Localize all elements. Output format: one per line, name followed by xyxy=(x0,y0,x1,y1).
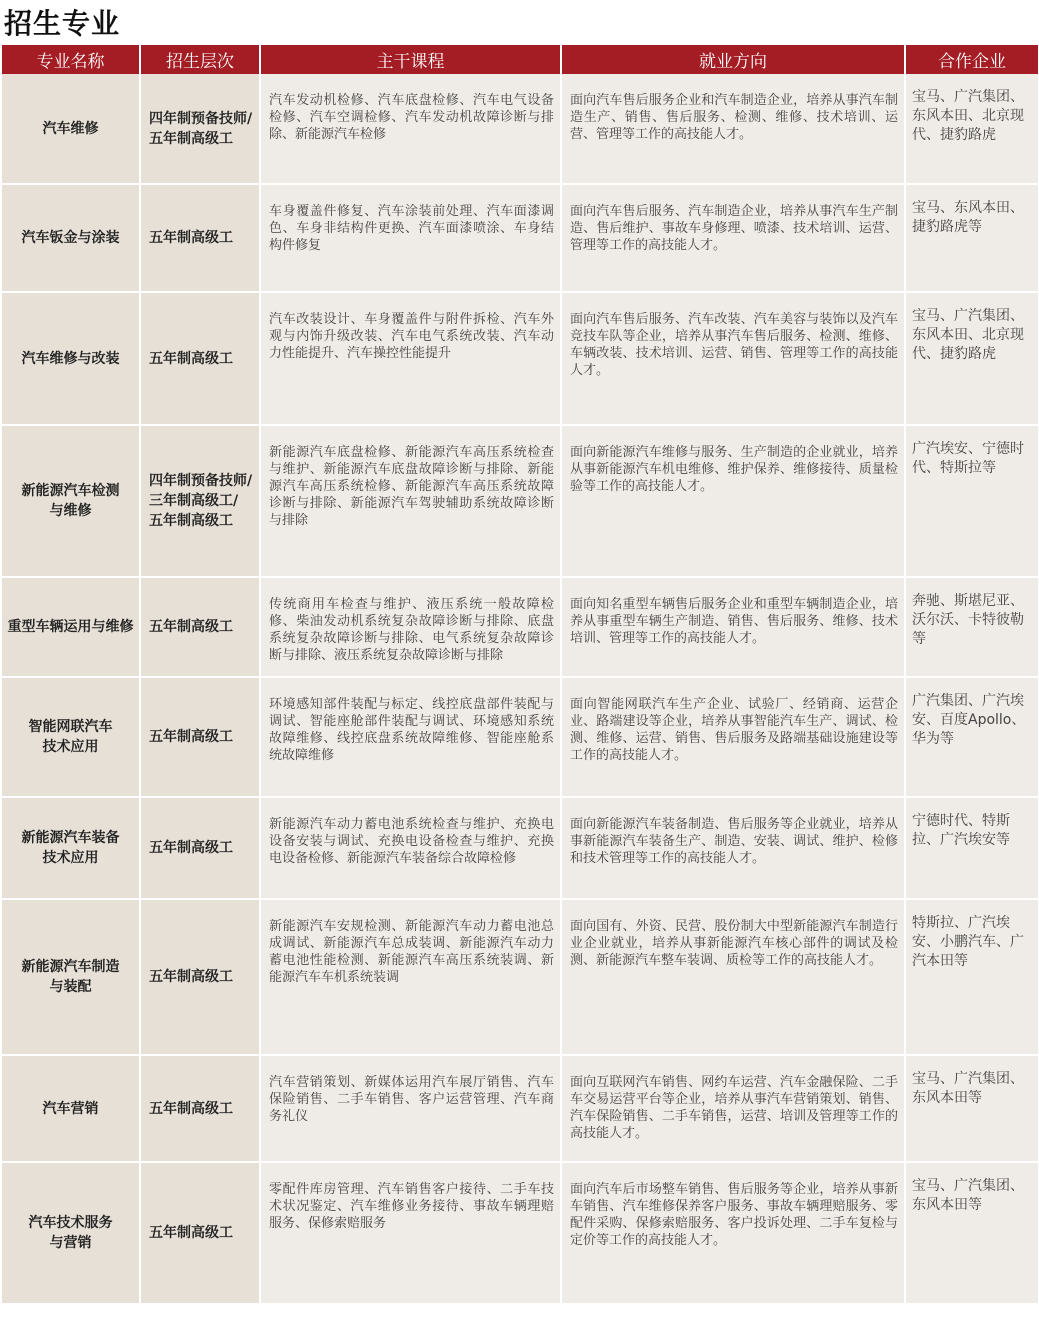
career-cell xyxy=(561,899,905,1055)
courses-text: 汽车发动机检修、汽车底盘检修、汽车电气设备检修、汽车空调检修、汽车发动机故障诊断与排除、新能源汽车检修 xyxy=(269,93,554,142)
partners-cell xyxy=(905,899,1038,1055)
courses-text: 汽车改装设计、车身覆盖件与附件拆检、汽车外观与内饰升级改装、汽车电气系统改装、汽车动力性能提升、汽车操控性能提升 xyxy=(269,312,554,361)
major-name-line: 汽车钣金与涂装 xyxy=(21,230,120,246)
level-line: 五年制高级工 xyxy=(149,513,233,529)
page-title: 招生专业 xyxy=(4,7,121,40)
table-row xyxy=(2,1055,1038,1162)
career-cell xyxy=(561,1055,905,1162)
header-partners: 合作企业 xyxy=(905,45,1038,74)
level-line: 五年制高级工 xyxy=(149,130,233,147)
major-name-cell xyxy=(2,1162,140,1304)
major-name-line: 智能网联汽车 xyxy=(28,719,113,735)
major-name-cell xyxy=(2,184,140,292)
major-name-cell xyxy=(2,577,140,677)
table-row xyxy=(2,184,1038,292)
table-row xyxy=(2,74,1038,184)
table-row xyxy=(2,677,1038,797)
level-line: 五年制高级工 xyxy=(149,350,233,367)
level-line: 四年制预备技师/ xyxy=(149,473,253,489)
major-name-line: 汽车维修 xyxy=(42,120,99,137)
level-cell xyxy=(140,677,260,797)
level-cell xyxy=(140,797,260,899)
major-name-line: 汽车维修与改装 xyxy=(21,350,120,367)
courses-text: 汽车营销策划、新媒体运用汽车展厅销售、汽车保险销售、二手车销售、客户运营管理、汽车商务礼仪 xyxy=(269,1075,554,1124)
courses-cell xyxy=(260,797,561,899)
table-row xyxy=(2,797,1038,899)
partners-text: 宝马、广汽集团、东风本田、北京现代、捷豹路虎 xyxy=(912,308,1024,362)
partners-text: 奔驰、斯堪尼亚、沃尔沃、卡特彼勒等 xyxy=(912,593,1024,647)
level-line: 五年制高级工 xyxy=(149,230,233,246)
partners-text: 宝马、广汽集团、东风本田、北京现代、捷豹路虎 xyxy=(912,89,1024,143)
courses-text: 传统商用车检查与维护、液压系统一般故障检修、柴油发动机系统复杂故障诊断与排除、底盘系统复杂故障诊断与排除、电气系统复杂故障诊断与排除、液压系统复杂故障诊断与排除 xyxy=(269,597,554,663)
career-text: 面向汽车售后服务企业和汽车制造企业，培养从事汽车制造生产、销售、售后服务、检测、维修、技术培训、运营、管理等工作的高技能人才。 xyxy=(570,93,898,142)
major-name-line: 重型车辆运用与维修 xyxy=(7,619,134,635)
level-cell xyxy=(140,425,260,577)
courses-text: 车身覆盖件修复、汽车涂装前处理、汽车面漆调色、车身非结构件更换、汽车面漆喷涂、车身结构件修复 xyxy=(269,204,554,253)
level-line: 五年制高级工 xyxy=(149,1225,233,1241)
career-text: 面向汽车后市场整车销售、售后服务等企业，培养从事新车销售、汽车维修保养客户服务、事故车辆理赔服务、零配件采购、保修索赔服务、客户投诉处理、二手车复检与定价等工作的高技能人才。 xyxy=(570,1182,898,1248)
courses-cell xyxy=(260,899,561,1055)
courses-cell xyxy=(260,292,561,425)
career-text: 面向智能网联汽车生产企业、试验厂、经销商、运营企业、路端建设等企业，培养从事智能汽车生产、调试、检测、维修、运营、销售、售后服务及路端基础设施建设等工作的高技能人才。 xyxy=(570,697,898,763)
partners-cell xyxy=(905,797,1038,899)
career-cell xyxy=(561,797,905,899)
major-name-cell xyxy=(2,899,140,1055)
courses-cell xyxy=(260,74,561,184)
career-text: 面向汽车售后服务、汽车制造企业，培养从事汽车生产制造、售后维护、事故车身修理、喷漆、技术培训、运营、管理等工作的高技能人才。 xyxy=(570,204,898,253)
career-cell xyxy=(561,74,905,184)
major-name-line: 新能源汽车制造 xyxy=(21,959,120,975)
partners-text: 广汽集团、广汽埃安、百度Apollo、华为等 xyxy=(912,693,1026,747)
courses-cell xyxy=(260,425,561,577)
header-courses: 主干课程 xyxy=(260,45,561,74)
partners-text: 宝马、广汽集团、东风本田等 xyxy=(912,1178,1024,1213)
partners-cell xyxy=(905,184,1038,292)
career-text: 面向国有、外资、民营、股份制大中型新能源汽车制造行业企业就业，培养从事新能源汽车核心部件的调试及检测、新能源汽车整车装调、质检等工作的高技能人才。 xyxy=(570,919,898,968)
major-name-line: 与维修 xyxy=(49,503,92,519)
level-cell xyxy=(140,74,260,184)
partners-cell xyxy=(905,577,1038,677)
courses-text: 零配件库房管理、汽车销售客户接待、二手车技术状况鉴定、汽车维修业务接待、事故车辆理赔服务、保修索赔服务 xyxy=(269,1182,554,1231)
major-name-line: 新能源汽车装备 xyxy=(21,830,120,846)
courses-text: 环境感知部件装配与标定、线控底盘部件装配与调试、智能座舱部件装配与调试、环境感知系统故障维修、线控底盘系统故障维修、智能座舱系统故障维修 xyxy=(269,697,554,763)
partners-cell xyxy=(905,292,1038,425)
header-career: 就业方向 xyxy=(561,45,905,74)
career-text: 面向互联网汽车销售、网约车运营、汽车金融保险、二手车交易运营平台等企业，培养从事汽车营销策划、销售、汽车保险销售、二手车销售，运营、培训及管理等工作的高技能人才。 xyxy=(570,1075,898,1141)
career-cell xyxy=(561,1162,905,1304)
level-line: 五年制高级工 xyxy=(149,1100,233,1117)
courses-cell xyxy=(260,1162,561,1304)
major-name-cell xyxy=(2,292,140,425)
table-row xyxy=(2,577,1038,677)
partners-text: 特斯拉、广汽埃安、小鹏汽车、广汽本田等 xyxy=(912,915,1024,969)
table-header-row xyxy=(2,45,1038,74)
partners-cell xyxy=(905,74,1038,184)
partners-text: 宁德时代、特斯拉、广汽埃安等 xyxy=(912,813,1010,848)
major-name-line: 与装配 xyxy=(49,979,92,995)
level-cell xyxy=(140,1055,260,1162)
career-text: 面向汽车售后服务、汽车改装、汽车美容与装饰以及汽车竞技车队等企业，培养从事汽车售后服务、检测、维修、车辆改装、技术培训、运营、销售、管理等工作的高技能人才。 xyxy=(570,312,898,378)
major-name-line: 汽车营销 xyxy=(42,1100,99,1117)
level-line: 五年制高级工 xyxy=(149,840,233,856)
career-text: 面向新能源汽车维修与服务、生产制造的企业就业，培养从事新能源汽车机电维修、维护保养、维修接待、质量检验等工作的高技能人才。 xyxy=(570,445,898,494)
major-name-cell xyxy=(2,677,140,797)
table-row xyxy=(2,1162,1038,1304)
level-line: 五年制高级工 xyxy=(149,619,233,635)
partners-cell xyxy=(905,677,1038,797)
courses-text: 新能源汽车底盘检修、新能源汽车高压系统检查与维护、新能源汽车底盘故障诊断与排除、新能源汽车高压系统检修、新能源汽车高压系统故障诊断与排除、新能源汽车驾驶辅助系统故障诊断与排除 xyxy=(269,445,554,528)
table-row xyxy=(2,425,1038,577)
courses-cell xyxy=(260,577,561,677)
level-line: 五年制高级工 xyxy=(149,729,233,745)
header-major-name: 专业名称 xyxy=(2,45,140,74)
courses-cell xyxy=(260,184,561,292)
level-cell xyxy=(140,1162,260,1304)
career-cell xyxy=(561,677,905,797)
courses-text: 新能源汽车动力蓄电池系统检查与维护、充换电设备安装与调试、充换电设备检查与维护、充换电设备检修、新能源汽车装备综合故障检修 xyxy=(269,817,554,866)
table-row xyxy=(2,899,1038,1055)
partners-cell xyxy=(905,425,1038,577)
level-line: 三年制高级工/ xyxy=(149,493,239,509)
level-line: 四年制预备技师/ xyxy=(149,110,253,127)
level-line: 五年制高级工 xyxy=(149,969,233,985)
major-name-cell xyxy=(2,74,140,184)
partners-text: 广汽埃安、宁德时代、特斯拉等 xyxy=(912,441,1024,476)
level-cell xyxy=(140,292,260,425)
career-cell xyxy=(561,292,905,425)
career-cell xyxy=(561,425,905,577)
majors-table xyxy=(2,45,1038,1305)
career-text: 面向知名重型车辆售后服务企业和重型车辆制造企业，培养从事重型车辆生产制造、销售、售后服务、维修、技术培训、管理等工作的高技能人才。 xyxy=(570,597,898,646)
career-cell xyxy=(561,184,905,292)
courses-text: 新能源汽车安规检测、新能源汽车动力蓄电池总成调试、新能源汽车总成装调、新能源汽车动力蓄电池性能检测、新能源汽车高压系统装调、新能源汽车车机系统装调 xyxy=(269,919,554,985)
partners-text: 宝马、东风本田、捷豹路虎等 xyxy=(912,200,1024,235)
courses-cell xyxy=(260,677,561,797)
major-name-cell xyxy=(2,1055,140,1162)
partners-cell xyxy=(905,1162,1038,1304)
level-cell xyxy=(140,577,260,677)
partners-cell xyxy=(905,1055,1038,1162)
partners-text: 宝马、广汽集团、东风本田等 xyxy=(912,1071,1024,1106)
major-name-line: 技术应用 xyxy=(42,739,99,755)
major-name-cell xyxy=(2,797,140,899)
career-text: 面向新能源汽车装备制造、售后服务等企业就业，培养从事新能源汽车装备生产、制造、安装、调试、维护、检修和技术管理等工作的高技能人才。 xyxy=(570,817,898,866)
level-cell xyxy=(140,184,260,292)
major-name-line: 汽车技术服务 xyxy=(28,1215,113,1231)
level-cell xyxy=(140,899,260,1055)
courses-cell xyxy=(260,1055,561,1162)
major-name-cell xyxy=(2,425,140,577)
career-cell xyxy=(561,577,905,677)
header-level: 招生层次 xyxy=(140,45,260,74)
table-row xyxy=(2,292,1038,425)
major-name-line: 新能源汽车检测 xyxy=(21,483,120,499)
major-name-line: 与营销 xyxy=(49,1235,92,1251)
major-name-line: 技术应用 xyxy=(42,850,99,866)
